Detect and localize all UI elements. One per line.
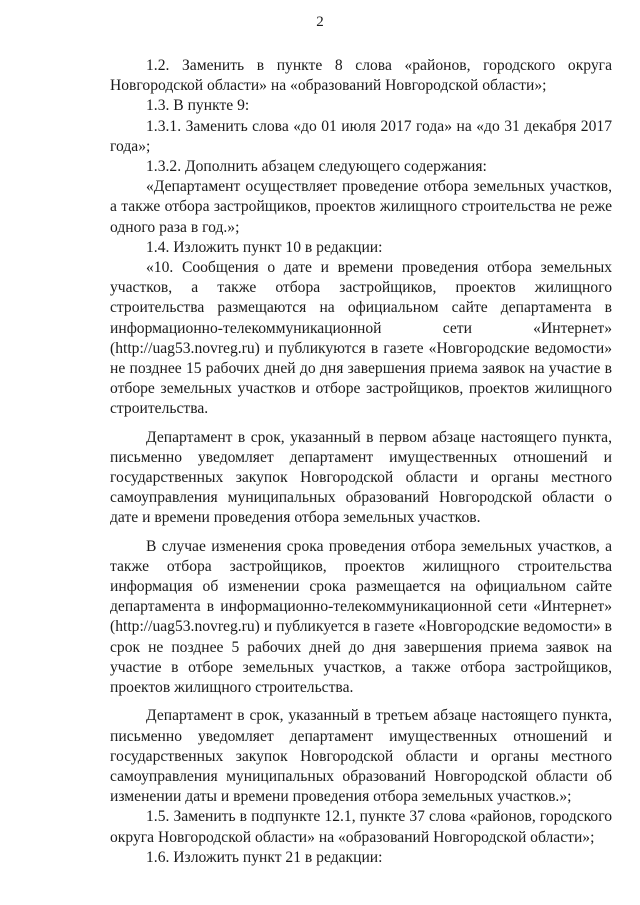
page-number: 2: [316, 14, 324, 30]
document-body: [110, 56, 612, 868]
paragraph-quote-department: «Департамент осуществляет проведение отбора земельных участков, а также отбора застройщиков, проектов жилищного строительства не реже одного раза в год.»;: [110, 178, 612, 236]
paragraph-change-of-term: В случае изменения срока проведения отбора земельных участков, а также отбора застройщиков, проектов жилищного строительства информация об изменении срока размещается на официальном сайте департамента в информационно-телекоммуникационной сети «Интернет» (http://uag53.novreg.ru) и публикуется в газете «Новгородские ведомости» в срок не позднее 5 рабочих дней до дня завершения приема заявок на участие в отборе земельных участков, а также отбора застройщиков, проектов жилищного строительства.: [110, 537, 612, 697]
paragraph-department-notice-1: Департамент в срок, указанный в первом абзаце настоящего пункта, письменно уведомляет департамент имущественных отношений и государственных закупок Новгородской области и органы местного самоуправления муниципальных образований Новгородской области о дате и времени проведения отбора земельных участков.: [110, 428, 612, 527]
paragraph-1-3-2: 1.3.2. Дополнить абзацем следующего содержания:: [146, 158, 487, 176]
paragraph-1-3: 1.3. В пункте 9:: [146, 97, 250, 115]
paragraph-1-6: 1.6. Изложить пункт 21 в редакции:: [146, 848, 383, 866]
paragraph-1-3-1: 1.3.1. Заменить слова «до 01 июля 2017 года» на «до 31 декабря 2017 года»;: [110, 117, 612, 155]
paragraph-1-4: 1.4. Изложить пункт 10 в редакции:: [146, 238, 383, 256]
paragraph-department-notice-2: Департамент в срок, указанный в третьем абзаце настоящего пункта, письменно уведомляет департамент имущественных отношений и государственных закупок Новгородской области и органы местного самоуправления муниципальных образований Новгородской области об изменении даты и времени проведения отбора земельных участков.»;: [110, 707, 612, 806]
paragraph-1-2: 1.2. Заменить в пункте 8 слова «районов, городского округа Новгородской области» на «образований Новгородской области»;: [110, 57, 612, 95]
paragraph-point-10: «10. Сообщения о дате и времени проведения отбора земельных участков, а также отбора застройщиков, проектов жилищного строительства размещаются на официальном сайте департамента в информационно-телекоммуникационной сети «Интернет» (http://uag53.novreg.ru) и публикуются в газете «Новгородские ведомости» не позднее 15 рабочих дней до дня завершения приема заявок на участие в отборе земельных участков и отборе застройщиков, проектов жилищного строительства.: [110, 259, 612, 418]
paragraph-1-5: 1.5. Заменить в подпункте 12.1, пункте 37 слова «районов, городского округа Новгородской области» на «образований Новгородской области»;: [110, 808, 612, 846]
